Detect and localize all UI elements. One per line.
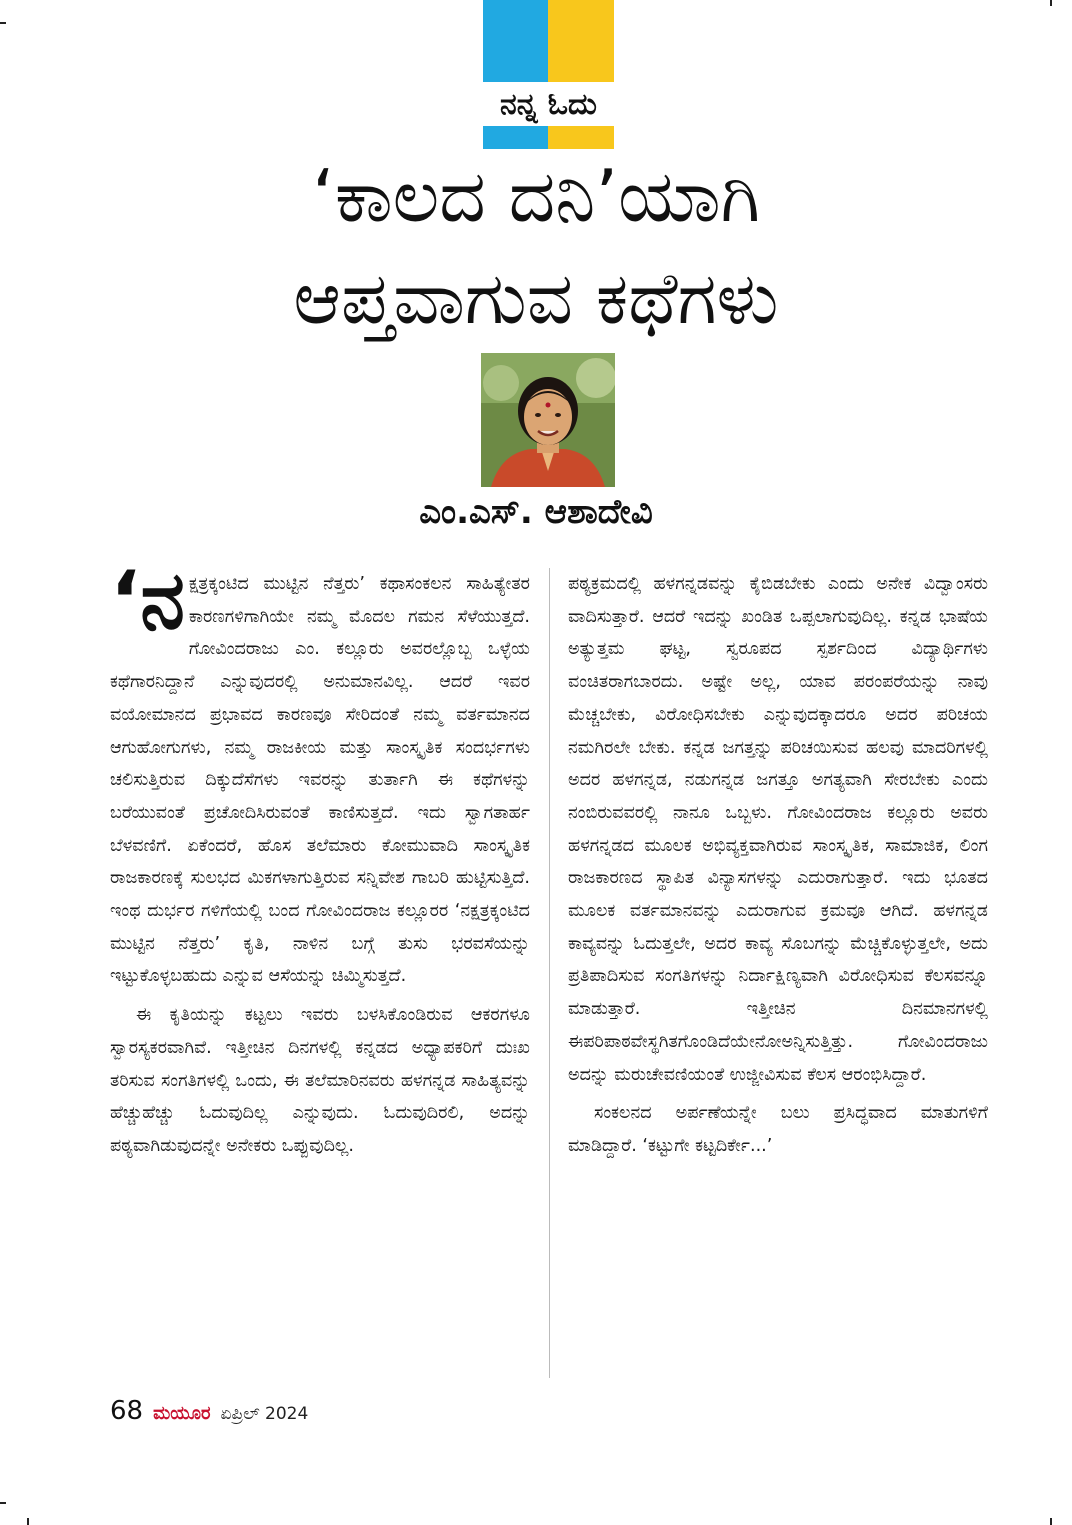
article-title-line2: ಆಪ್ತವಾಗುವ ಕಥೆಗಳು <box>293 256 779 340</box>
crop-mark <box>0 22 6 24</box>
issue-date: ಏಪ್ರಿಲ್ 2024 <box>220 1404 309 1424</box>
column-divider <box>549 568 550 1378</box>
article-title-line1: ‘ಕಾಲದ ದನಿ’ಯಾಗಿ <box>311 154 761 238</box>
section-label: ನನ್ನ ಓದು <box>483 82 614 126</box>
crop-mark <box>27 1518 29 1525</box>
article-column-left <box>110 554 530 1163</box>
author-name: ಎಂ.ಎಸ್. ಆಶಾದೇವಿ <box>419 492 653 532</box>
drop-cap: ‘ನ <box>110 554 185 647</box>
article-paragraph <box>110 554 530 993</box>
logo-yellow-block <box>548 0 614 149</box>
crop-mark <box>0 1502 6 1504</box>
article-paragraph: ಪಠ್ಯಕ್ರಮದಲ್ಲಿ ಹಳಗನ್ನಡವನ್ನು ಕೈಬಿಡಬೇಕು ಎಂದು ಅನೇಕ ವಿದ್ವಾಂಸರು ವಾದಿಸುತ್ತಾರೆ. ಆದರೆ ಇದನ್ನು ಖಂಡಿತ ಒಪ್ಪಲಾಗುವುದಿಲ್ಲ. ಕನ್ನಡ ಭಾಷೆಯ ಅತ್ಯುತ್ತಮ ಘಟ್ಟ, ಸ್ವರೂಪದ ಸ್ಪರ್ಶದಿಂದ ವಿದ್ಯಾರ್ಥಿಗಳು ವಂಚಿತರಾಗಬಾರದು. ಅಷ್ಟೇ ಅಲ್ಲ, ಯಾವ ಪರಂಪರೆಯನ್ನು ನಾವು ಮೆಚ್ಚಬೇಕು, ವಿರೋಧಿಸಬೇಕು ಎನ್ನುವುದಕ್ಕಾದರೂ ಅದರ ಪರಿಚಯ ನಮಗಿರಲೇ ಬೇಕು. ಕನ್ನಡ ಜಗತ್ತನ್ನು ಪರಿಚಯಿಸುವ ಹಲವು ಮಾದರಿಗಳಲ್ಲಿ ಅದರ ಹಳಗನ್ನಡ, ನಡುಗನ್ನಡ ಜಗತ್ತೂ ಅಗತ್ಯವಾಗಿ ಸೇರಬೇಕು ಎಂದು ನಂಬಿರುವವರಲ್ಲಿ ನಾನೂ ಒಬ್ಬಳು. ಗೋವಿಂದರಾಜ ಕಲ್ಲೂರು ಅವರು ಹಳಗನ್ನಡದ ಮೂಲಕ ಅಭಿವ್ಯಕ್ತವಾಗಿರುವ ಸಾಂಸ್ಕೃತಿಕ, ಸಾಮಾಜಿಕ, ಲಿಂಗ ರಾಜಕಾರಣದ ಸ್ಥಾಪಿತ ವಿನ್ಯಾಸಗಳನ್ನು ಎದುರಾಗುತ್ತಾರೆ. ಇದು ಭೂತದ ಮೂಲಕ ವರ್ತಮಾನವನ್ನು ಎದುರಾಗುವ ಕ್ರಮವೂ ಆಗಿದೆ. ಹಳಗನ್ನಡ ಕಾವ್ಯವನ್ನು ಓದುತ್ತಲೇ, ಅದರ ಕಾವ್ಯ ಸೊಬಗನ್ನು ಮೆಚ್ಚಿಕೊಳ್ಳುತ್ತಲೇ, ಅದು ಪ್ರತಿಪಾದಿಸುವ ಸಂಗತಿಗಳನ್ನು ನಿರ್ದಾಕ್ಷಿಣ್ಯವಾಗಿ ವಿರೋಧಿಸುವ ಕೆಲಸವನ್ನೂ ಮಾಡುತ್ತಾರೆ. ಇತ್ತೀಚಿನ ದಿನಮಾನಗಳಲ್ಲಿ ಈಪರಿಪಾಠವೇಸ್ಥಗಿತಗೊಂಡಿದೆಯೇನೋಅನ್ನಿಸುತ್ತಿತ್ತು. ಗೋವಿಂದರಾಜು ಅದನ್ನು ಮರುಚೇವಣಿಯಂತೆ ಉಜ್ಜೀವಿಸುವ ಕೆಲಸ ಆರಂಭಿಸಿದ್ದಾರೆ. <box>568 574 988 1085</box>
page-number: 68 <box>110 1396 144 1426</box>
magazine-name: ಮಯೂರ <box>153 1403 211 1424</box>
author-photo <box>481 353 615 487</box>
logo-blue-block <box>483 0 548 149</box>
section-logo <box>483 0 614 149</box>
article-paragraph: ಈ ಕೃತಿಯನ್ನು ಕಟ್ಟಲು ಇವರು ಬಳಸಿಕೊಂಡಿರುವ ಆಕರಗಳೂ ಸ್ವಾರಸ್ಯಕರವಾಗಿವೆ. ಇತ್ತೀಚಿನ ದಿನಗಳಲ್ಲಿ ಕನ್ನಡದ ಅಧ್ಯಾಪಕರಿಗೆ ದುಃಖ ತರಿಸುವ ಸಂಗತಿಗಳಲ್ಲಿ ಒಂದು, ಈ ತಲೆಮಾರಿನವರು ಹಳಗನ್ನಡ ಸಾಹಿತ್ಯವನ್ನು ಹೆಚ್ಚುಹೆಚ್ಚು ಓದುವುದಿಲ್ಲ ಎನ್ನುವುದು. ಓದುವುದಿರಲಿ, ಅದನ್ನು ಪಠ್ಯವಾಗಿಡುವುದನ್ನೇ ಅನೇಕರು ಒಪ್ಪುವುದಿಲ್ಲ. <box>110 1005 530 1156</box>
crop-mark <box>1050 1518 1052 1525</box>
crop-mark <box>1050 0 1052 6</box>
page-footer <box>110 1396 308 1426</box>
author-portrait-image <box>481 353 615 487</box>
article-paragraph: ಸಂಕಲನದ ಅರ್ಪಣೆಯನ್ನೇ ಬಲು ಪ್ರಸಿದ್ಧವಾದ ಮಾತುಗಳಿಗೆ ಮಾಡಿದ್ದಾರೆ. ‘ಕಟ್ಟುಗೇ ಕಟ್ಟದಿರ್ಕೇ...’ <box>568 1103 988 1156</box>
article-column-right <box>568 568 988 1163</box>
paragraph-text: ಕ್ಷತ್ರಕ್ಕಂಟಿದ ಮುಟ್ಟಿನ ನೆತ್ತರು’ ಕಥಾಸಂಕಲನ ಸಾಹಿತ್ಯೇತರ ಕಾರಣಗಳಿಗಾಗಿಯೇ ನಮ್ಮ ಮೊದಲ ಗಮನ ಸೆಳೆಯುತ್ತದೆ. ಗೋವಿಂದರಾಜು ಎಂ. ಕಲ್ಲೂರು ಅವರಲ್ಲೊಬ್ಬ ಒಳ್ಳೆಯ ಕಥೆಗಾರನಿದ್ದಾನೆ ಎನ್ನುವುದರಲ್ಲಿ ಅನುಮಾನವಿಲ್ಲ. ಆದರೆ ಇವರ ವಯೋಮಾನದ ಪ್ರಭಾವದ ಕಾರಣವೂ ಸೇರಿದಂತೆ ನಮ್ಮ ವರ್ತಮಾನದ ಆಗುಹೋಗುಗಳು, ನಮ್ಮ ರಾಜಕೀಯ ಮತ್ತು ಸಾಂಸ್ಕೃತಿಕ ಸಂದರ್ಭಗಳು ಚಲಿಸುತ್ತಿರುವ ದಿಕ್ಕುದೆಸೆಗಳು ಇವರನ್ನು ತುರ್ತಾಗಿ ಈ ಕಥೆಗಳನ್ನು ಬರೆಯುವಂತೆ ಪ್ರಚೋದಿಸಿರುವಂತೆ ಕಾಣಿಸುತ್ತದೆ. ಇದು ಸ್ವಾಗತಾರ್ಹ ಬೆಳವಣಿಗೆ. ಏಕೆಂದರೆ, ಹೊಸ ತಲೆಮಾರು ಕೋಮುವಾದಿ ಸಾಂಸ್ಕೃತಿಕ ರಾಜಕಾರಣಕ್ಕೆ ಸುಲಭದ ಮಿಕಗಳಾಗುತ್ತಿರುವ ಸನ್ನಿವೇಶ ಗಾಬರಿ ಹುಟ್ಟಿಸುತ್ತಿದೆ. ಇಂಥ ದುರ್ಭರ ಗಳಿಗೆಯಲ್ಲಿ ಬಂದ ಗೋವಿಂದರಾಜ ಕಲ್ಲೂರರ ‘ನಕ್ಷತ್ರಕ್ಕಂಟಿದ ಮುಟ್ಟಿನ ನೆತ್ತರು’ ಕೃತಿ, ನಾಳಿನ ಬಗ್ಗೆ ತುಸು ಭರವಸೆಯನ್ನು ಇಟ್ಟುಕೊಳ್ಳಬಹುದು ಎನ್ನುವ ಆಸೆಯನ್ನು ಚಿಮ್ಮಿಸುತ್ತದೆ. <box>110 574 530 987</box>
